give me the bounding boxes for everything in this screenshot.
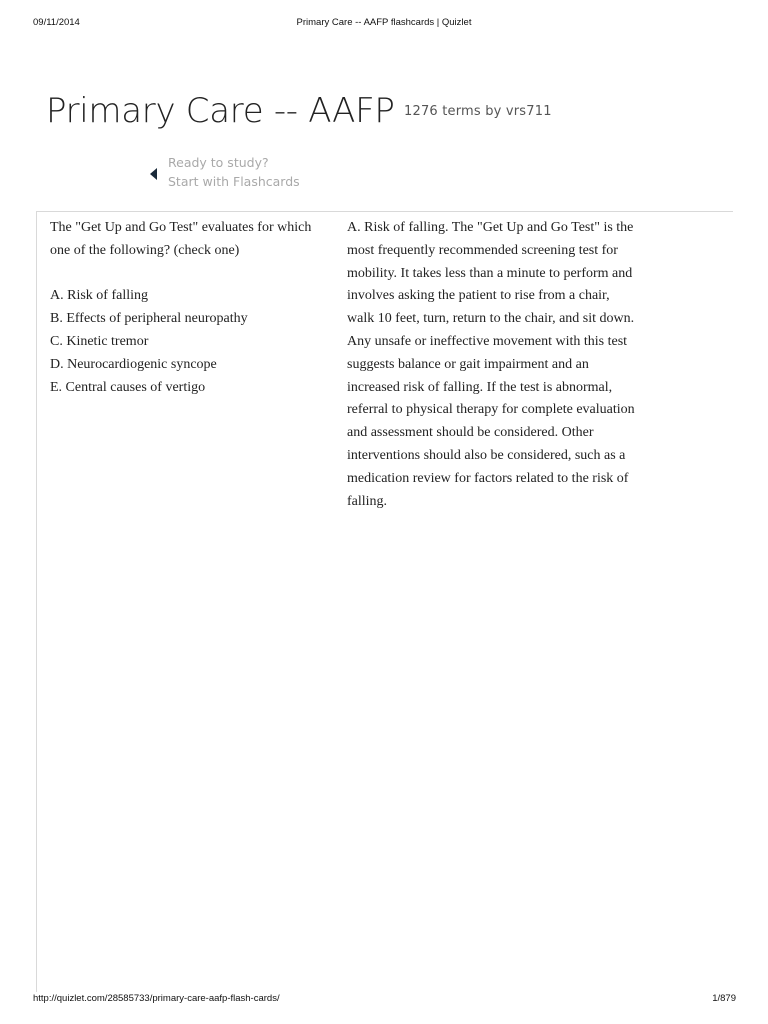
back-arrow-icon xyxy=(150,168,157,180)
card-term xyxy=(50,217,326,399)
term-option-a: A. Risk of falling xyxy=(50,288,148,304)
term-option-c: C. Kinetic tremor xyxy=(50,333,149,349)
start-flashcards-text[interactable]: Start with Flashcards xyxy=(168,174,300,189)
print-date: 09/11/2014 xyxy=(33,17,80,28)
set-title: Primary Care -- AAFP xyxy=(46,91,395,131)
print-header xyxy=(0,17,768,33)
term-question: The "Get Up and Go Test" evaluates for which one of the following? (check one) xyxy=(50,220,315,258)
term-spacer xyxy=(50,263,326,286)
set-meta[interactable]: 1276 terms by vrs711 xyxy=(404,104,552,119)
ready-to-study-text: Ready to study? xyxy=(168,155,269,170)
print-url: http://quizlet.com/28585733/primary-care-aafp-flash-cards/ xyxy=(33,993,280,1004)
start-flashcards-link[interactable] xyxy=(150,154,370,194)
print-page-number: 1/879 xyxy=(712,993,736,1004)
card-definition: A. Risk of falling. The "Get Up and Go Test" is the most frequently recommended screening test for mobility. It takes less than a minute to perform and involves asking the patient to rise from a chair, walk 10 feet, turn, return to the chair, and sit down. Any unsafe or ineffective movement with this test suggests balance or gait impairment and an increased risk of falling. If the test is abnormal, referral to physical therapy for complete evaluation and assessment should be considered. Other interventions should also be considered, such as a medication review for factors related to the risk of falling. xyxy=(347,220,635,509)
print-page-title: Primary Care -- AAFP flashcards | Quizlet xyxy=(296,17,472,28)
term-option-d: D. Neurocardiogenic syncope xyxy=(50,356,217,372)
term-option-e: E. Central causes of vertigo xyxy=(50,379,206,395)
term-option-b: B. Effects of peripheral neuropathy xyxy=(50,311,248,327)
print-footer xyxy=(0,993,768,1009)
flashcard-row xyxy=(36,211,733,992)
